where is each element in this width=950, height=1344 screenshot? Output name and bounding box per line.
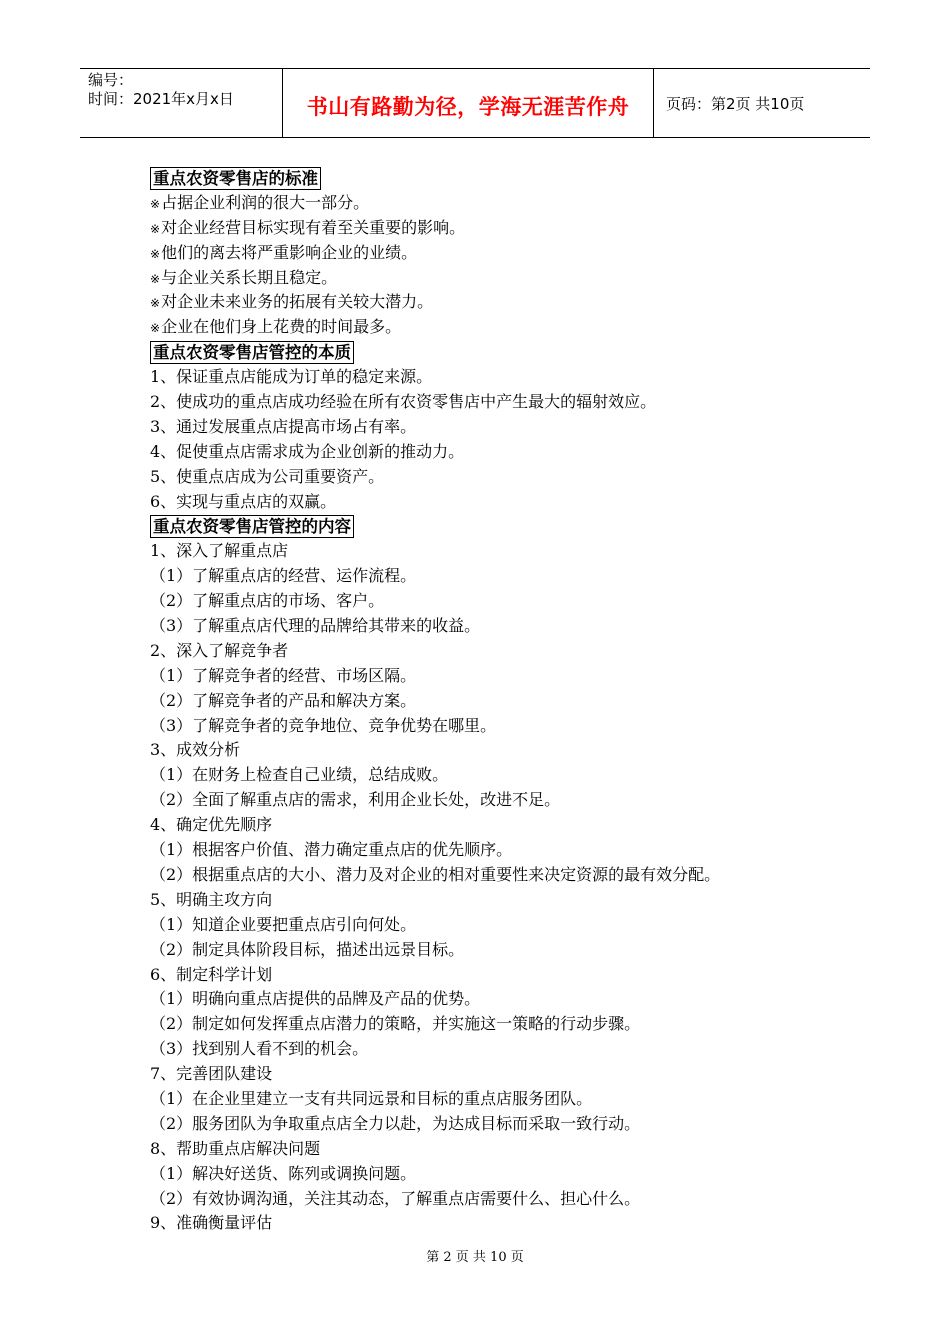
list-item bbox=[150, 1037, 840, 1062]
reference-mark-icon: ※ bbox=[150, 321, 161, 336]
list-item bbox=[150, 1137, 840, 1162]
list-item-text: （1）了解竞争者的经营、市场区隔。 bbox=[150, 665, 417, 685]
list-item-text: 3、通过发展重点店提高市场占有率。 bbox=[150, 416, 417, 436]
list-item-text: （2）了解竞争者的产品和解决方案。 bbox=[150, 690, 417, 710]
list-item bbox=[150, 987, 840, 1012]
list-item-text: 1、保证重点店能成为订单的稳定来源。 bbox=[150, 367, 433, 387]
list-item bbox=[150, 1112, 840, 1137]
list-item bbox=[150, 365, 840, 390]
list-item bbox=[150, 266, 840, 291]
list-item bbox=[150, 1012, 840, 1037]
list-item bbox=[150, 1087, 840, 1112]
list-item bbox=[150, 589, 840, 614]
list-item bbox=[150, 490, 840, 515]
list-item bbox=[150, 191, 840, 216]
list-item-text: 4、促使重点店需求成为企业创新的推动力。 bbox=[150, 441, 465, 461]
list-item-text: （3）了解重点店代理的品牌给其带来的收益。 bbox=[150, 616, 481, 636]
list-item-text: （2）制定如何发挥重点店潜力的策略，并实施这一策略的行动步骤。 bbox=[150, 1014, 641, 1034]
list-item-text: （3）了解竞争者的竞争地位、竞争优势在哪里。 bbox=[150, 715, 497, 735]
list-item-text: 占据企业利润的很大一部分。 bbox=[161, 192, 370, 212]
doc-number-label: 编号： bbox=[88, 71, 134, 89]
list-item bbox=[150, 913, 840, 938]
list-item bbox=[150, 539, 840, 564]
list-item-text: （2）根据重点店的大小、潜力及对企业的相对重要性来决定资源的最有效分配。 bbox=[150, 864, 721, 884]
list-item-text: 1、深入了解重点店 bbox=[150, 541, 289, 561]
list-item bbox=[150, 738, 840, 763]
list-item bbox=[150, 415, 840, 440]
list-item-text: 7、完善团队建设 bbox=[150, 1064, 273, 1084]
list-item bbox=[150, 813, 840, 838]
list-item-text: 对企业未来业务的拓展有关较大潜力。 bbox=[161, 292, 434, 312]
list-item-text: （2）服务团队为争取重点店全力以赴，为达成目标而采取一致行动。 bbox=[150, 1113, 641, 1133]
list-item bbox=[150, 1211, 840, 1236]
section-heading-line bbox=[150, 340, 840, 365]
list-item bbox=[150, 788, 840, 813]
list-item bbox=[150, 863, 840, 888]
list-item bbox=[150, 639, 840, 664]
list-item-text: 企业在他们身上花费的时间最多。 bbox=[161, 317, 402, 337]
list-item bbox=[150, 963, 840, 988]
list-item-text: 4、确定优先顺序 bbox=[150, 815, 273, 835]
list-item bbox=[150, 838, 840, 863]
list-item bbox=[150, 664, 840, 689]
list-item bbox=[150, 1162, 840, 1187]
page-footer: 第 2 页 共 10 页 bbox=[426, 1250, 524, 1265]
reference-mark-icon: ※ bbox=[150, 221, 161, 236]
section-heading-line bbox=[150, 514, 840, 539]
list-item bbox=[150, 1187, 840, 1212]
list-item-text: 5、使重点店成为公司重要资产。 bbox=[150, 466, 385, 486]
list-item bbox=[150, 465, 840, 490]
section-heading-line bbox=[150, 166, 840, 191]
list-item bbox=[150, 564, 840, 589]
page-header bbox=[80, 68, 870, 138]
document-body bbox=[150, 166, 840, 1236]
list-item-text: （2）有效协调沟通，关注其动态，了解重点店需要什么、担心什么。 bbox=[150, 1188, 641, 1208]
list-item-text: （2）制定具体阶段目标，描述出远景目标。 bbox=[150, 939, 465, 959]
header-meta-cell bbox=[80, 69, 283, 137]
list-item bbox=[150, 440, 840, 465]
list-item-text: （1）解决好送货、陈列或调换问题。 bbox=[150, 1163, 417, 1183]
section-heading: 重点农资零售店管控的内容 bbox=[150, 515, 354, 538]
list-item-text: 8、帮助重点店解决问题 bbox=[150, 1138, 321, 1158]
list-item-text: （3）找到别人看不到的机会。 bbox=[150, 1039, 369, 1059]
list-item bbox=[150, 714, 840, 739]
list-item-text: （1）知道企业要把重点店引向何处。 bbox=[150, 914, 417, 934]
list-item bbox=[150, 390, 840, 415]
list-item bbox=[150, 888, 840, 913]
doc-time: 时间：2021年x月x日 bbox=[88, 90, 234, 108]
list-item-text: （1）明确向重点店提供的品牌及产品的优势。 bbox=[150, 989, 481, 1009]
list-item bbox=[150, 763, 840, 788]
list-item-text: 他们的离去将严重影响企业的业绩。 bbox=[161, 242, 418, 262]
list-item-text: 9、准确衡量评估 bbox=[150, 1213, 273, 1233]
reference-mark-icon: ※ bbox=[150, 296, 161, 311]
list-item-text: 2、深入了解竞争者 bbox=[150, 640, 289, 660]
list-item-text: 6、实现与重点店的双赢。 bbox=[150, 491, 337, 511]
section-heading: 重点农资零售店管控的本质 bbox=[150, 341, 354, 364]
list-item-text: 6、制定科学计划 bbox=[150, 964, 273, 984]
list-item-text: （1）了解重点店的经营、运作流程。 bbox=[150, 566, 417, 586]
list-item-text: （2）了解重点店的市场、客户。 bbox=[150, 591, 385, 611]
list-item bbox=[150, 241, 840, 266]
list-item-text: （1）根据客户价值、潜力确定重点店的优先顺序。 bbox=[150, 840, 513, 860]
list-item bbox=[150, 290, 840, 315]
header-motto: 书山有路勤为径，学海无涯苦作舟 bbox=[306, 95, 630, 119]
list-item-text: （1）在企业里建立一支有共同远景和目标的重点店服务团队。 bbox=[150, 1088, 593, 1108]
list-item-text: （1）在财务上检查自己业绩，总结成败。 bbox=[150, 765, 449, 785]
section-heading: 重点农资零售店的标准 bbox=[150, 167, 321, 190]
list-item-text: 对企业经营目标实现有着至关重要的影响。 bbox=[161, 217, 466, 237]
list-item bbox=[150, 689, 840, 714]
reference-mark-icon: ※ bbox=[150, 196, 161, 211]
list-item-text: 5、明确主攻方向 bbox=[150, 889, 273, 909]
list-item-text: 与企业关系长期且稳定。 bbox=[161, 267, 338, 287]
header-motto-cell bbox=[283, 69, 654, 137]
reference-mark-icon: ※ bbox=[150, 271, 161, 286]
list-item bbox=[150, 938, 840, 963]
header-page-info: 页码：第2页 共10页 bbox=[666, 95, 805, 113]
list-item bbox=[150, 614, 840, 639]
list-item bbox=[150, 216, 840, 241]
list-item bbox=[150, 315, 840, 340]
reference-mark-icon: ※ bbox=[150, 246, 161, 261]
list-item bbox=[150, 1062, 840, 1087]
list-item-text: 2、使成功的重点店成功经验在所有农资零售店中产生最大的辐射效应。 bbox=[150, 392, 657, 412]
list-item-text: （2）全面了解重点店的需求，利用企业长处，改进不足。 bbox=[150, 790, 561, 810]
list-item-text: 3、成效分析 bbox=[150, 740, 241, 760]
